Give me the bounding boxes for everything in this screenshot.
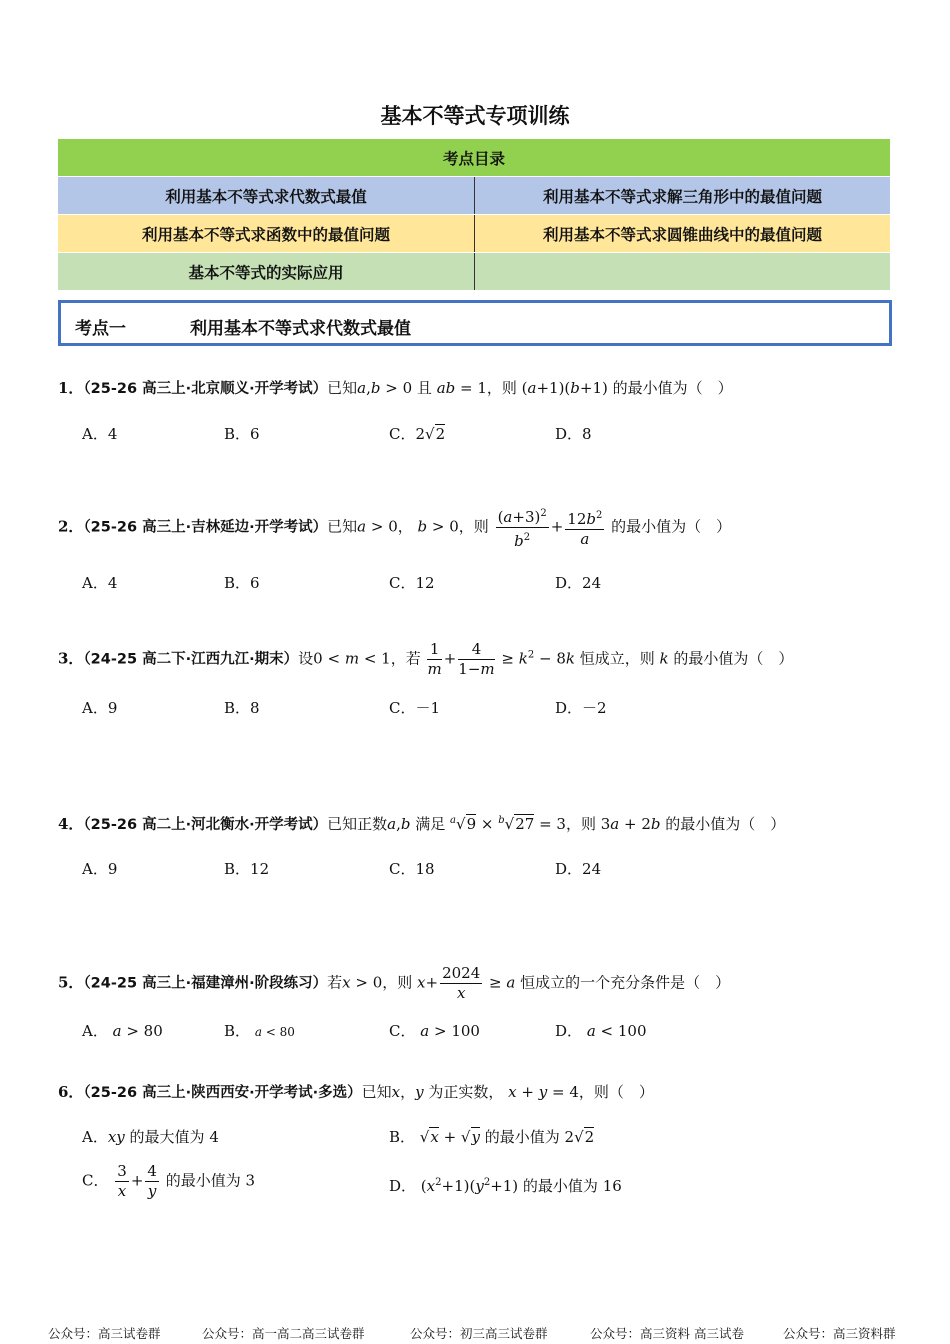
option-c[interactable]: C．2√2	[389, 425, 446, 443]
question-2: 2．（25-26 高三上·吉林延边·开学考试）已知a > 0， b > 0，则 $\frac{(a+3)^2}{b^2}$ + $\frac{12b^2}{a}$ 的最小值为（ ）	[58, 504, 731, 551]
option-a[interactable]: A．4	[82, 425, 118, 443]
footer-text: 公众号：初三高三试卷群	[410, 1326, 548, 1341]
question-lead: 已知	[361, 1083, 392, 1101]
section-header	[58, 300, 892, 346]
option-a[interactable]: A．9	[82, 860, 118, 878]
toc-item-empty	[475, 253, 891, 291]
question-lead: 已知	[327, 517, 358, 536]
toc-item[interactable]: 利用基本不等式求解三角形中的最值问题	[475, 177, 891, 215]
option-b[interactable]: B．6	[224, 425, 260, 443]
option-a[interactable]: A．xy 的最大值为 4	[82, 1128, 219, 1146]
section-label: 考点一	[75, 319, 126, 339]
question-4: 4．（25-26 高二上·河北衡水·开学考试）已知正数a,b 满足 $^a$√9 × $^b$√27 = 3，则 3a + 2b 的最小值为（ ）	[58, 815, 786, 833]
question-source: （24-25 高二下·江西九江·期末）	[83, 651, 299, 668]
option-c[interactable]: C． a > 100	[389, 1022, 480, 1040]
option-a[interactable]: A．9	[82, 699, 118, 717]
toc-item[interactable]: 利用基本不等式求代数式最值	[58, 177, 475, 215]
toc-item[interactable]: 利用基本不等式求函数中的最值问题	[58, 215, 475, 253]
question-source: （25-26 高三上·北京顺义·开学考试）	[83, 381, 328, 397]
option-b[interactable]: B．6	[224, 574, 260, 592]
question-lead: 若	[327, 973, 343, 992]
question-number: 4．	[58, 815, 84, 833]
toc-item[interactable]: 基本不等式的实际应用	[58, 253, 475, 291]
question-lead: 已知	[327, 379, 358, 397]
option-d[interactable]: D．24	[555, 574, 602, 592]
question-number: 1．	[58, 379, 84, 397]
option-b[interactable]: B． √x + √y 的最小值为 2√2	[389, 1128, 595, 1146]
question-5: 5．（24-25 高三上·福建漳州·阶段练习）若x > 0，则 x+ $\frac{2024}{x}$ ≥ a 恒成立的一个充分条件是（ ）	[58, 964, 731, 1002]
question-source: （25-26 高三上·陕西西安·开学考试·多选）	[83, 1085, 362, 1101]
footer-text: 公众号：高三资料群	[783, 1326, 896, 1341]
toc-table	[57, 138, 891, 291]
question-6: 6．（25-26 高三上·陕西西安·开学考试·多选）已知x，y 为正实数， x + y = 4，则（ ）	[58, 1083, 654, 1101]
toc-header: 考点目录	[58, 139, 891, 177]
option-d[interactable]: D．8	[555, 425, 592, 443]
option-c[interactable]: C． $\frac{3}{x}$ + $\frac{4}{y}$ 的最小值为 3	[82, 1162, 256, 1200]
option-d[interactable]: D．－2	[555, 699, 607, 717]
footer-text: 公众号：高三资料 高三试卷	[590, 1326, 744, 1341]
option-b[interactable]: B．12	[224, 860, 270, 878]
option-d[interactable]: D． $(x^2+1)(y^2+1)$ 的最小值为 16	[389, 1177, 622, 1195]
question-lead: 设	[298, 649, 314, 668]
option-c[interactable]: C．－1	[389, 699, 441, 717]
option-a[interactable]: A．4	[82, 574, 118, 592]
footer-text: 公众号：高一高二高三试卷群	[202, 1326, 365, 1341]
question-number: 6．	[58, 1083, 84, 1101]
question-source: （25-26 高二上·河北衡水·开学考试）	[83, 817, 328, 833]
option-c[interactable]: C．12	[389, 574, 435, 592]
footer-text: 公众号：高三试卷群	[48, 1326, 161, 1341]
option-c[interactable]: C．18	[389, 860, 435, 878]
option-b[interactable]: B．8	[224, 699, 260, 717]
page-title: 基本不等式专项训练	[380, 104, 570, 128]
question-1: 1．（25-26 高三上·北京顺义·开学考试）已知a,b > 0 且 ab = 1，则 (a+1)(b+1) 的最小值为（ ）	[58, 379, 733, 397]
question-number: 2．	[58, 517, 84, 536]
toc-item[interactable]: 利用基本不等式求圆锥曲线中的最值问题	[475, 215, 891, 253]
question-3: 3．（24-25 高二下·江西九江·期末）设0 < m < 1，若 $\frac{1}{m}$ + $\frac{4}{1-m}$ ≥ $k^2 - 8k$ 恒成立，则 k 的最小值为（ ）	[58, 640, 794, 678]
question-source: （25-26 高三上·吉林延边·开学考试）	[83, 519, 328, 536]
option-d[interactable]: D． a < 100	[555, 1022, 647, 1040]
question-number: 3．	[58, 649, 84, 668]
section-title: 利用基本不等式求代数式最值	[190, 319, 411, 339]
question-number: 5．	[58, 973, 84, 992]
question-source: （24-25 高三上·福建漳州·阶段练习）	[83, 975, 328, 992]
question-lead: 已知正数	[327, 815, 388, 833]
option-b[interactable]: B． a < 80	[224, 1022, 295, 1040]
option-a[interactable]: A． a > 80	[82, 1022, 163, 1040]
option-d[interactable]: D．24	[555, 860, 602, 878]
